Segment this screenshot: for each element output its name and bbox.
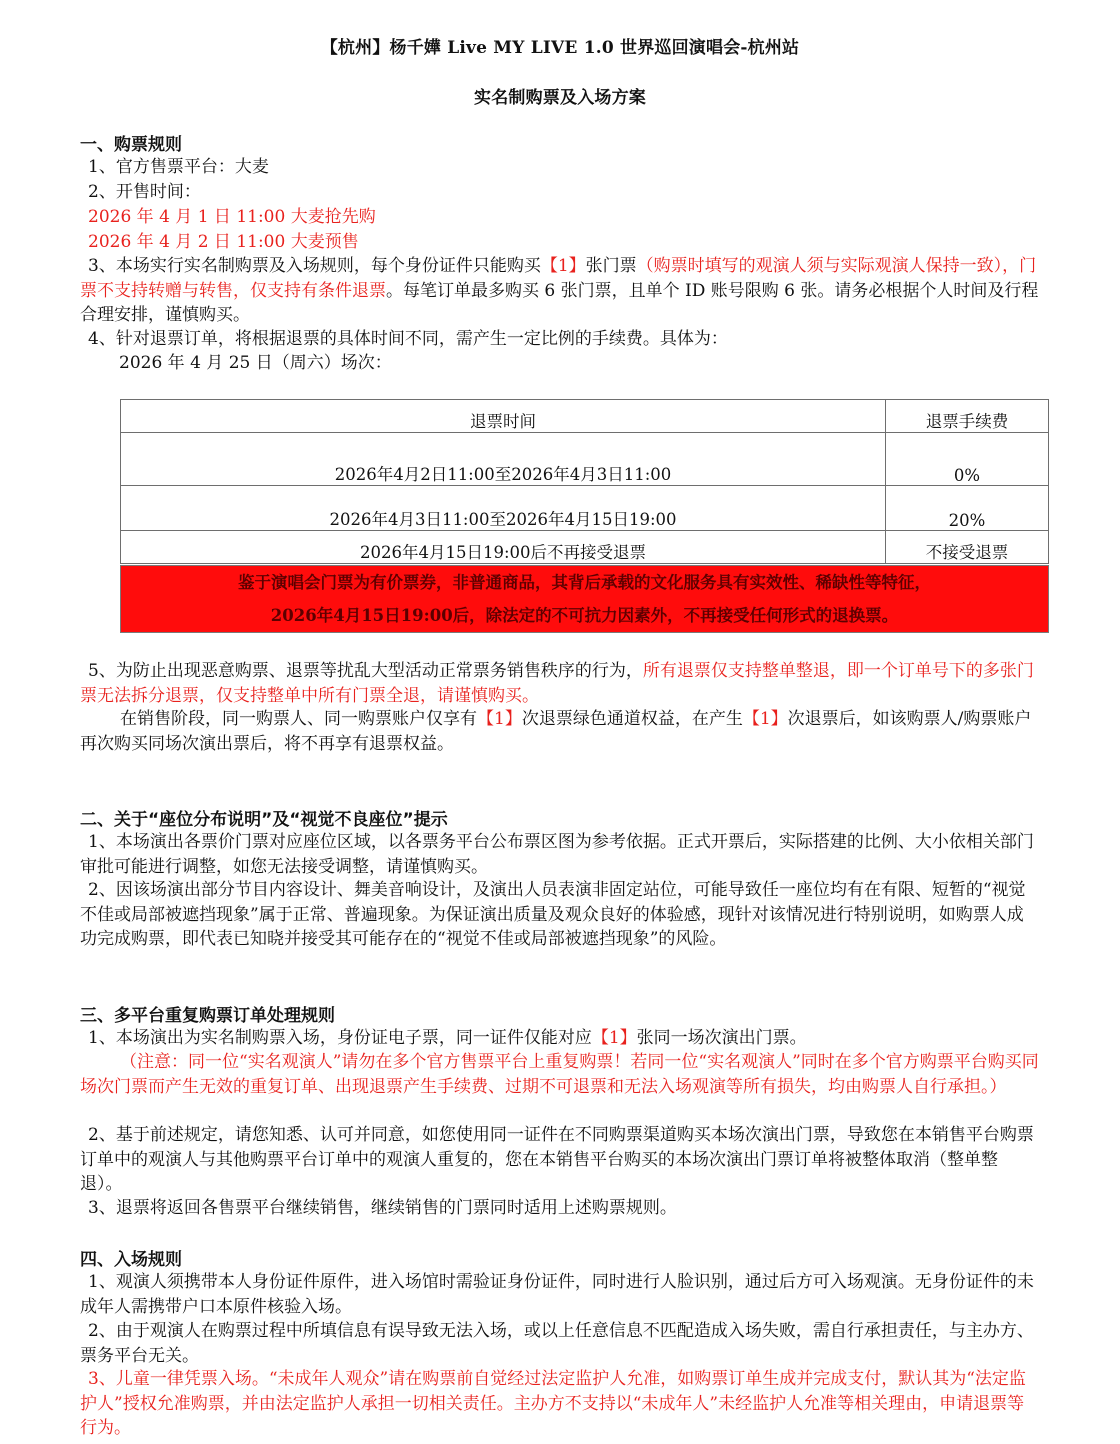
section1-item4: 4、针对退票订单，将根据退票的具体时间不同，需产生一定比例的手续费。具体为： [88,329,728,349]
section3-item2: 2、基于前述规定，请您知悉、认可并同意，如您使用同一证件在不同购票渠道购买本场次演出门票，导致您在本销售平台购票订单中的观演人与其他购票平台订单中的观演人重复的，您在本销售平台购买的本场次演出门票订单将被整体取消（整单整退）。 [80,1125,1034,1194]
note-text: 在销售阶段，同一购票人、同一购票账户仅享有 [120,709,477,729]
refund-time-cell: 2026年4月15日19:00后不再接受退票 [121,531,886,564]
item3-text-3: 。每笔订单最多购买 6 张门票，且单个 ID 账号限购 6 张。请务必根据个人时间及行程合理安排，谨慎购买。 [80,280,1039,325]
section3-item1 [80,1026,1040,1051]
table-row [121,531,1049,564]
section1-item5-note [80,707,1040,756]
document-title: 【杭州】杨千嬅 Live MY LIVE 1.0 世界巡回演唱会-杭州站 [320,38,800,58]
note-count-2: 【1】 [742,709,788,729]
section2-item1: 1、本场演出各票价门票对应座位区域，以各票务平台公布票区图为参考依据。正式开票后，实际搭建的比例、大小依相关部门审批可能进行调整，如您无法接受调整，请谨慎购买。 [80,832,1034,877]
section3-item3: 3、退票将返回各售票平台继续销售，继续销售的门票同时适用上述购票规则。 [88,1198,677,1218]
item1-limit: 【1】 [591,1028,637,1048]
item1-text-2: 张同一场次演出门票。 [636,1028,807,1048]
refund-fee-cell: 不接受退票 [886,531,1049,564]
note-text-2: 次退票绿色通道权益，在产生 [521,709,743,729]
banner-line-1: 鉴于演唱会门票为有价票券，非普通商品，其背后承载的文化服务具有实效性、稀缺性等特征， [238,573,931,592]
item5-emphasis: 所有退票仅支持整单整退，即一个订单号下的多张门票无法拆分退票，仅支持整单中所有门票全退，请谨慎购买。 [80,661,1034,706]
section1-item1: 1、官方售票平台：大麦 [88,157,269,177]
item3-limit: 【1】 [540,256,586,276]
item5-text: 5、为防止出现恶意购票、退票等扰乱大型活动正常票务销售秩序的行为， [88,661,643,681]
refund-time-cell: 2026年4月2日11:00至2026年4月3日11:00 [121,433,886,486]
section4-heading: 四、入场规则 [80,1250,182,1270]
note-count: 【1】 [477,709,522,729]
sale-time-presale: 2026 年 4 月 2 日 11:00 大麦预售 [88,232,359,252]
refund-fee-cell: 20% [886,486,1049,531]
item3-text: 3、本场实行实名制购票及入场规则，每个身份证件只能购买 [88,256,541,276]
no-refund-warning-banner [120,565,1049,633]
header-refund-fee: 退票手续费 [886,400,1049,433]
refund-time-cell: 2026年4月3日11:00至2026年4月15日19:00 [121,486,886,531]
section4-item1: 1、观演人须携带本人身份证件原件，进入场馆时需验证身份证件，同时进行人脸识别，通过后方可入场观演。无身份证件的未成年人需携带户口本原件核验入场。 [80,1272,1034,1317]
table-row [121,486,1049,531]
section4-item3: 3、儿童一律凭票入场。“未成年人观众”请在购票前自觉经过法定监护人允准，如购票订单生成并完成支付，默认其为“法定监护人”授权允准购票，并由法定监护人承担一切相关责任。主办方不支持以“未成年人”未经监护人允准等相关理由，申请退票等行为。 [80,1369,1026,1438]
session-date: 2026 年 4 月 25 日（周六）场次： [119,353,392,373]
refund-fee-cell: 0% [886,433,1049,486]
item3-text-2: 张门票 [585,256,637,276]
refund-fee-table [120,399,1049,564]
section4-item2: 2、由于观演人在购票过程中所填信息有误导致无法入场，或以上任意信息不匹配造成入场失败，需自行承担责任，与主办方、票务平台无关。 [80,1321,1034,1366]
section2-item2: 2、因该场演出部分节目内容设计、舞美音响设计，及演出人员表演非固定站位，可能导致任一座位均有在有限、短暂的“视觉不佳或局部被遮挡现象”属于正常、普遍现象。为保证演出质量及观众良好的体验感，现针对该情况进行特别说明，如购票人成功完成购票，即代表已知晓并接受其可能存在的“视觉不佳或局部被遮挡现象”的风险。 [80,880,1026,949]
section1-item5 [80,659,1040,708]
item1-text: 1、本场演出为实名制购票入场，身份证电子票，同一证件仅能对应 [88,1028,592,1048]
section2-heading: 二、关于“座位分布说明”及“视觉不良座位”提示 [80,810,448,830]
table-row [121,433,1049,486]
section3-heading: 三、多平台重复购票订单处理规则 [80,1006,335,1026]
sale-time-presale-priority: 2026 年 4 月 1 日 11:00 大麦抢先购 [88,207,376,227]
section3-note: （注意：同一位“实名观演人”请勿在多个官方售票平台上重复购票！若同一位“实名观演人”同时在多个官方购票平台购买同场次门票而产生无效的重复订单、出现退票产生手续费、过期不可退票和无法入场观演等所有损失，均由购票人自行承担。） [80,1052,1039,1097]
table-header-row [121,400,1049,433]
section1-item3 [80,254,1040,328]
section1-heading: 一、购票规则 [80,135,182,155]
banner-line-2: 2026年4月15日19:00后，除法定的不可抗力因素外，不再接受任何形式的退换票。 [270,606,899,625]
note-text-3: 次退票后，如该购票人/购票账户再次购买同场次演出票后，将不再享有退票权益。 [80,709,1032,754]
item3-emphasis: （购票时填写的观演人须与实际观演人保持一致），门票不支持转赠与转售，仅支持有条件退票 [80,256,1037,301]
document-subtitle: 实名制购票及入场方案 [474,88,646,108]
section1-item2: 2、开售时间： [88,182,201,202]
header-refund-time: 退票时间 [121,400,886,433]
